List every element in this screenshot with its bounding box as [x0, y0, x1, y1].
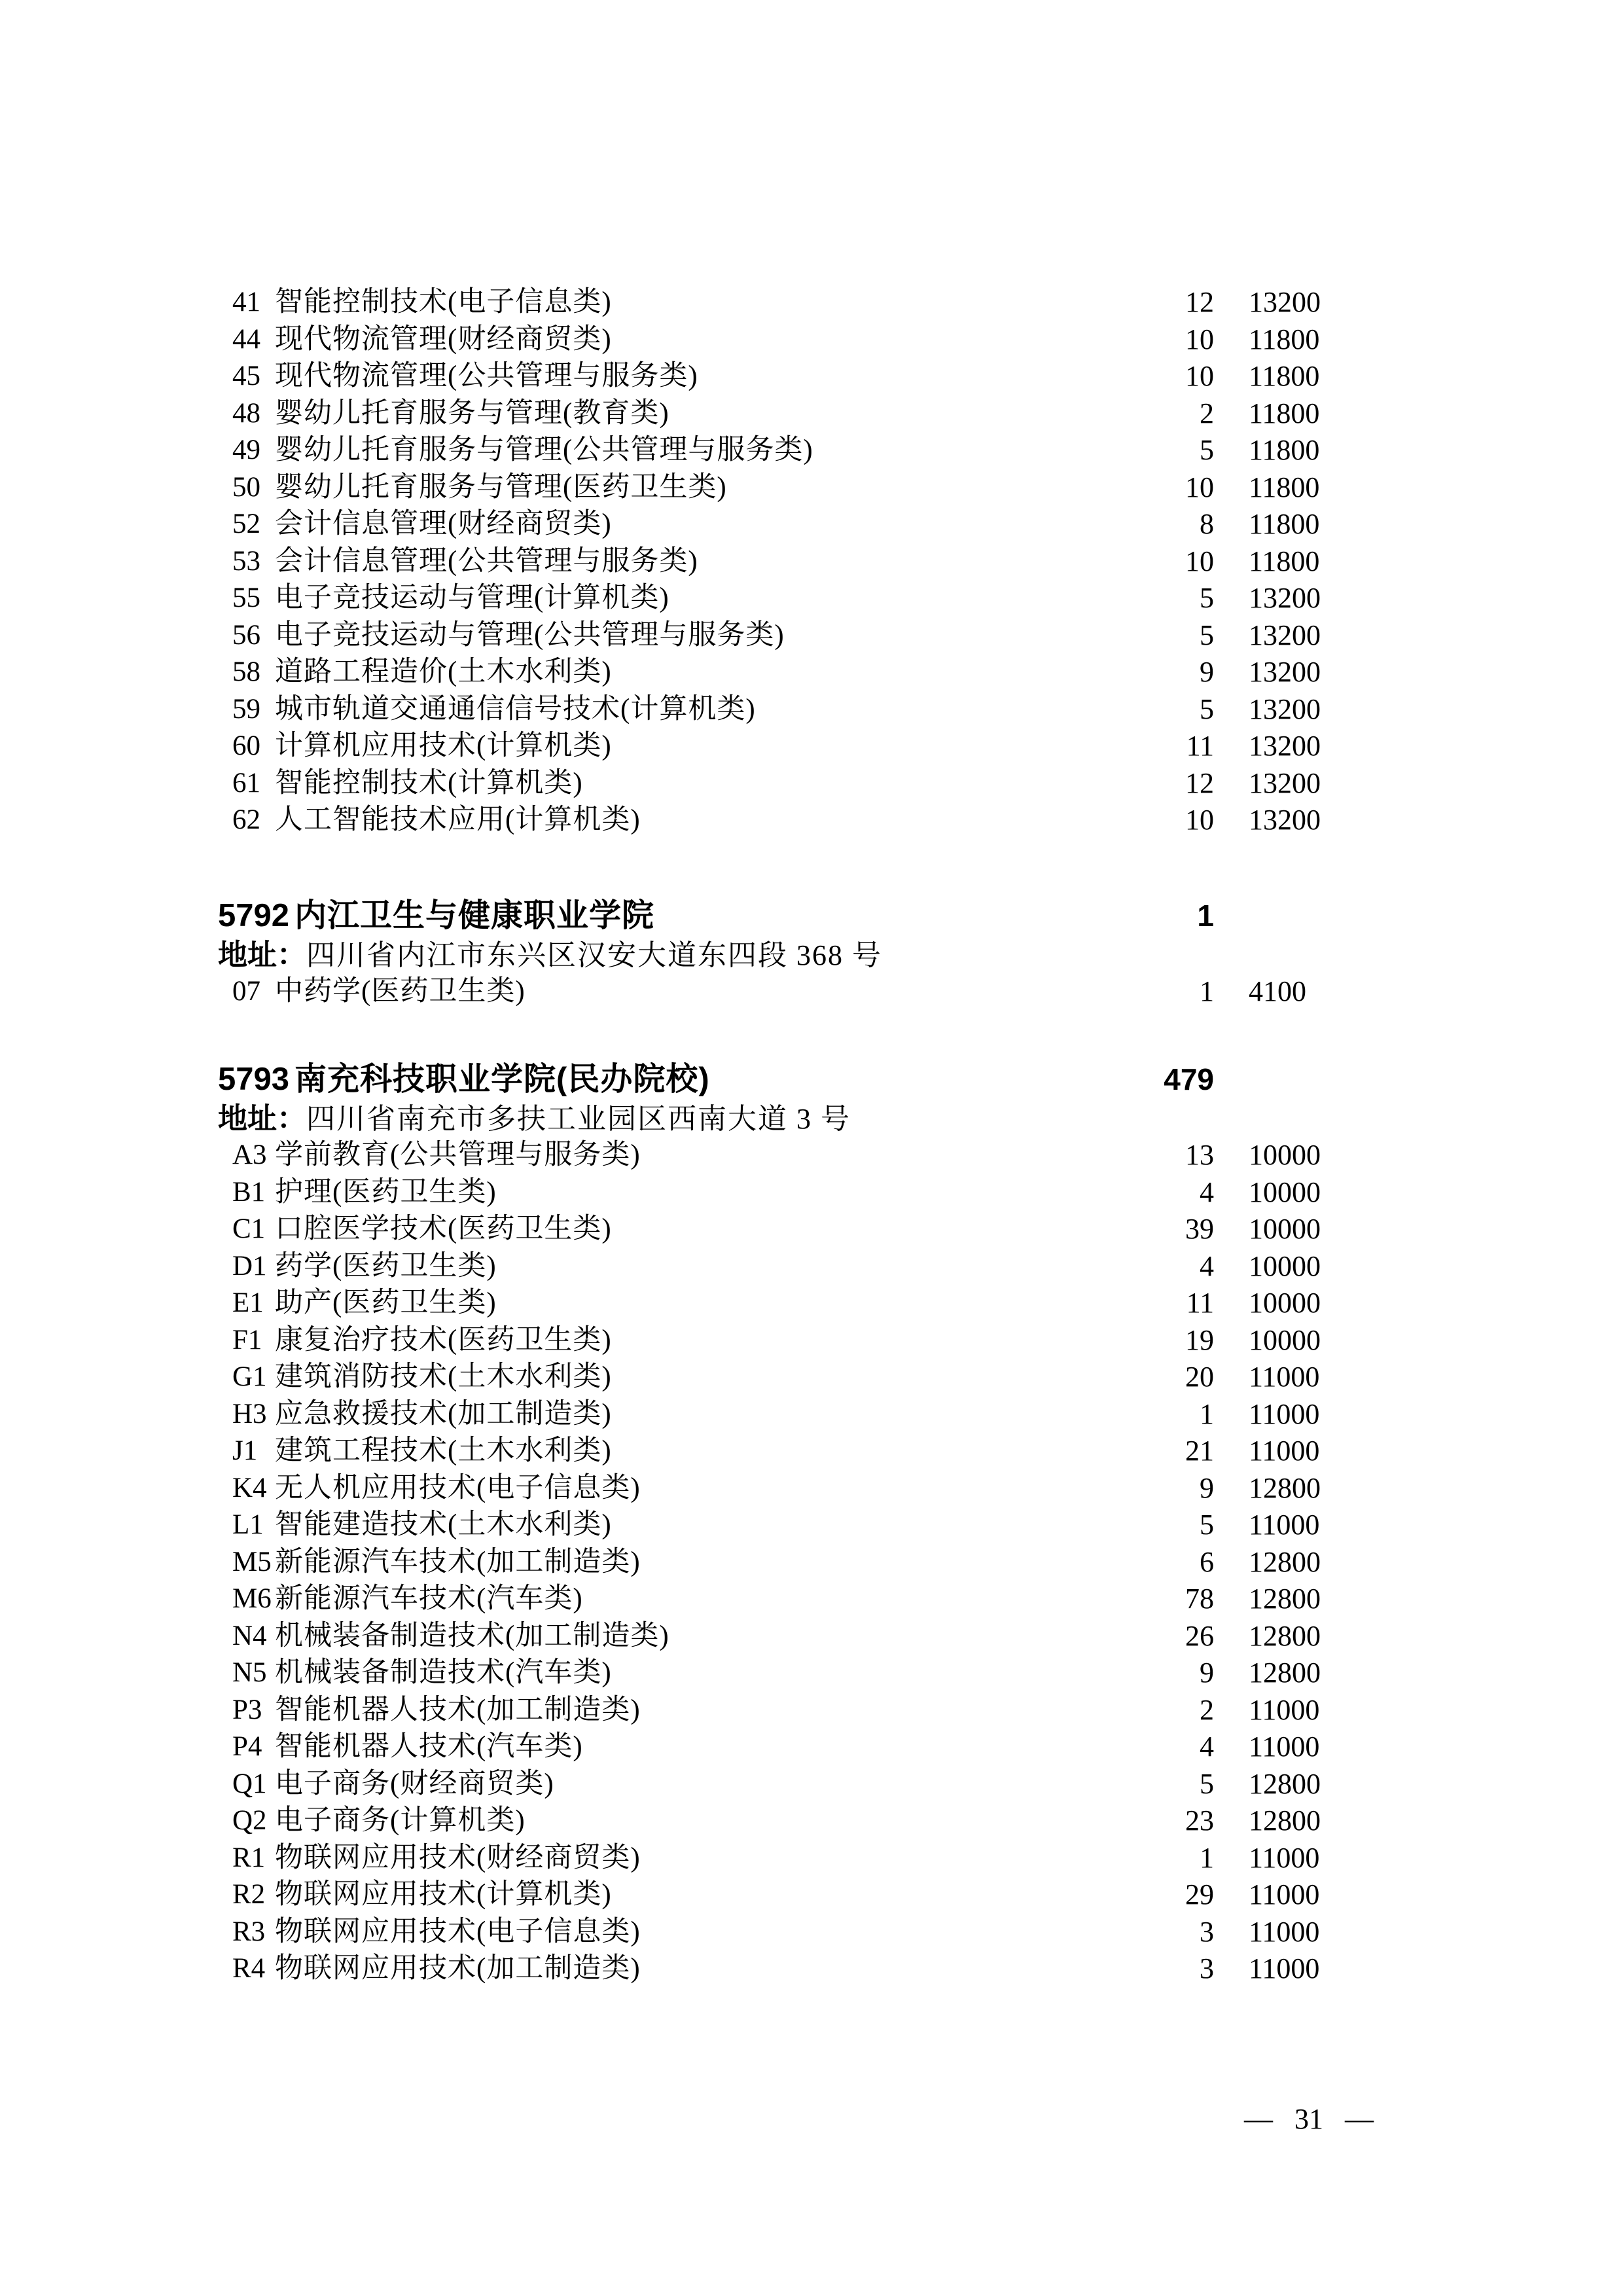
program-code: G1	[232, 1361, 267, 1392]
program-rows	[0, 1137, 1623, 1988]
program-code: N5	[232, 1657, 267, 1688]
plan-count: 5	[1200, 582, 1214, 614]
program-code: H3	[232, 1398, 267, 1429]
table-row	[0, 1174, 1623, 1211]
program-name: 学前教育(公共管理与服务类)	[275, 1139, 641, 1170]
table-row	[0, 469, 1623, 507]
program-code: B1	[232, 1176, 266, 1208]
plan-count: 2	[1200, 1693, 1214, 1726]
table-row	[0, 728, 1623, 765]
plan-count: 10	[1185, 471, 1214, 503]
plan-count: 10	[1185, 323, 1214, 355]
tuition-fee: 11800	[1249, 397, 1320, 429]
program-name: 智能控制技术(计算机类)	[275, 767, 583, 798]
table-row	[0, 1396, 1623, 1433]
tuition-fee: 11800	[1249, 323, 1320, 355]
table-row	[0, 1470, 1623, 1507]
table-row	[0, 691, 1623, 728]
program-code: Q2	[232, 1805, 267, 1836]
plan-count: 6	[1200, 1545, 1214, 1578]
tuition-fee: 11000	[1249, 1952, 1320, 1984]
program-name: 道路工程造价(土木水利类)	[275, 656, 612, 687]
tuition-fee: 11800	[1249, 471, 1320, 503]
program-rows	[0, 973, 1623, 1011]
plan-count: 21	[1185, 1435, 1214, 1467]
college-section-5793	[0, 1059, 1623, 1988]
program-code: J1	[232, 1435, 258, 1466]
tuition-fee: 13200	[1249, 730, 1321, 762]
program-code: D1	[232, 1250, 267, 1282]
program-code: F1	[232, 1324, 262, 1355]
program-code: 61	[232, 767, 260, 798]
tuition-fee: 11800	[1249, 434, 1320, 466]
program-code: N4	[232, 1620, 267, 1651]
program-code: 55	[232, 583, 260, 613]
tuition-fee: 11000	[1249, 1841, 1320, 1874]
plan-count: 4	[1200, 1249, 1214, 1282]
table-row	[0, 580, 1623, 617]
college-code: 5792	[218, 898, 290, 933]
table-row	[0, 1359, 1623, 1396]
program-code: 58	[232, 656, 260, 687]
address-line	[0, 1100, 1623, 1137]
table-row	[0, 284, 1623, 321]
program-code: E1	[232, 1287, 264, 1318]
tuition-fee: 10000	[1249, 1139, 1321, 1171]
program-code: 53	[232, 545, 260, 577]
tuition-fee: 11800	[1249, 360, 1320, 392]
tuition-fee: 13200	[1249, 804, 1321, 836]
tuition-fee: 13200	[1249, 692, 1321, 725]
program-code: A3	[232, 1139, 267, 1170]
plan-count: 5	[1200, 619, 1214, 651]
plan-count: 1	[1200, 1841, 1214, 1874]
plan-count: 9	[1200, 1657, 1214, 1689]
page-number: — 31 —	[1244, 2103, 1374, 2135]
plan-count: 19	[1185, 1323, 1214, 1356]
program-name: 物联网应用技术(财经商贸类)	[275, 1842, 641, 1873]
program-code: 45	[232, 361, 260, 391]
plan-count: 2	[1200, 397, 1214, 429]
program-code: 49	[232, 435, 260, 465]
table-row	[0, 321, 1623, 359]
tuition-fee: 11800	[1249, 545, 1320, 577]
program-name: 会计信息管理(公共管理与服务类)	[275, 545, 698, 577]
tuition-fee: 12800	[1249, 1767, 1321, 1800]
program-code: 59	[232, 693, 260, 725]
program-code: 52	[232, 509, 260, 539]
table-row	[0, 432, 1623, 469]
table-row	[0, 358, 1623, 395]
tuition-fee: 10000	[1249, 1323, 1321, 1356]
program-code: M6	[232, 1583, 272, 1614]
table-row	[0, 1655, 1623, 1692]
tuition-fee: 13200	[1249, 656, 1321, 688]
program-name: 机械装备制造技术(汽车类)	[275, 1657, 612, 1688]
tuition-fee: 10000	[1249, 1175, 1321, 1208]
plan-count: 4	[1200, 1175, 1214, 1208]
address-text: 四川省南充市多扶工业园区西南大道 3 号	[306, 1103, 851, 1135]
tuition-fee: 12800	[1249, 1657, 1321, 1689]
tuition-fee: 13200	[1249, 286, 1321, 318]
tuition-fee: 11000	[1249, 1915, 1320, 1948]
table-row	[0, 1914, 1623, 1951]
plan-count: 39	[1185, 1213, 1214, 1245]
plan-count: 3	[1200, 1915, 1214, 1948]
tuition-fee: 11000	[1249, 1878, 1320, 1910]
program-name: 智能机器人技术(汽车类)	[275, 1731, 583, 1762]
table-row	[0, 1876, 1623, 1914]
tuition-fee: 12800	[1249, 1471, 1321, 1504]
tuition-fee: 12800	[1249, 1619, 1321, 1652]
table-row	[0, 1137, 1623, 1174]
program-code: 60	[232, 730, 260, 761]
tuition-fee: 10000	[1249, 1287, 1321, 1319]
program-name: 智能机器人技术(加工制造类)	[275, 1694, 641, 1725]
table-row	[0, 1581, 1623, 1618]
table-row	[0, 1950, 1623, 1988]
plan-count: 1	[1200, 975, 1214, 1007]
plan-count: 10	[1185, 804, 1214, 836]
program-name: 智能控制技术(电子信息类)	[275, 287, 612, 317]
program-code: 44	[232, 323, 260, 355]
program-name: 电子商务(财经商贸类)	[275, 1768, 554, 1799]
college-code: 5793	[218, 1062, 290, 1097]
program-code: 62	[232, 804, 260, 835]
plan-count: 4	[1200, 1731, 1214, 1763]
program-code: P3	[232, 1694, 262, 1725]
program-code: L1	[232, 1509, 264, 1540]
plan-count: 12	[1185, 766, 1214, 799]
program-name: 应急救援技术(加工制造类)	[275, 1398, 612, 1429]
table-row	[0, 1433, 1623, 1470]
program-code: M5	[232, 1546, 272, 1577]
program-name: 物联网应用技术(加工制造类)	[275, 1953, 641, 1984]
program-code: R2	[232, 1879, 266, 1910]
tuition-fee: 11000	[1249, 1693, 1320, 1726]
college-section-5792	[0, 895, 1623, 1011]
table-row	[0, 1322, 1623, 1359]
plan-count: 13	[1185, 1139, 1214, 1171]
college-name: 内江卫生与健康职业学院	[294, 898, 655, 933]
address-line	[0, 936, 1623, 973]
tuition-fee: 12800	[1249, 1545, 1321, 1578]
program-name: 物联网应用技术(计算机类)	[275, 1879, 612, 1910]
tuition-fee: 13200	[1249, 766, 1321, 799]
program-code: C1	[232, 1213, 266, 1244]
program-code: R1	[232, 1842, 266, 1873]
program-name: 电子竞技运动与管理(计算机类)	[275, 583, 669, 613]
program-name: 会计信息管理(财经商贸类)	[275, 509, 612, 539]
table-row	[0, 395, 1623, 433]
program-name: 智能建造技术(土木水利类)	[275, 1509, 612, 1540]
college-plan-count: 479	[1164, 1062, 1214, 1096]
table-row	[0, 617, 1623, 655]
tuition-fee: 11000	[1249, 1731, 1320, 1763]
address-text: 四川省内江市东兴区汉安大道东四段 368 号	[306, 939, 883, 971]
table-row	[0, 1507, 1623, 1544]
program-name: 现代物流管理(公共管理与服务类)	[275, 361, 698, 391]
address-label: 地址：	[218, 1102, 307, 1135]
plan-count: 11	[1186, 730, 1214, 762]
table-row	[0, 802, 1623, 839]
college-plan-count: 1	[1197, 899, 1214, 933]
program-name: 婴幼儿托育服务与管理(医药卫生类)	[275, 471, 727, 503]
program-name: 助产(医药卫生类)	[275, 1287, 497, 1318]
plan-count: 1	[1200, 1397, 1214, 1430]
college-header	[0, 1059, 1623, 1100]
plan-count: 5	[1200, 1767, 1214, 1800]
program-code: 48	[232, 397, 260, 429]
table-row	[0, 1766, 1623, 1803]
tuition-fee: 11000	[1249, 1397, 1320, 1430]
tuition-fee: 4100	[1249, 975, 1306, 1007]
tuition-fee: 13200	[1249, 582, 1321, 614]
program-name: 电子商务(计算机类)	[275, 1805, 526, 1836]
program-code: R4	[232, 1953, 266, 1984]
program-name: 电子竞技运动与管理(公共管理与服务类)	[275, 619, 785, 651]
program-code: K4	[232, 1472, 267, 1503]
college-name: 南充科技职业学院(民办院校)	[294, 1062, 710, 1097]
table-row	[0, 1248, 1623, 1285]
plan-count: 20	[1185, 1361, 1214, 1393]
program-name: 现代物流管理(财经商贸类)	[275, 323, 612, 355]
program-name: 计算机应用技术(计算机类)	[275, 730, 612, 761]
program-name: 婴幼儿托育服务与管理(公共管理与服务类)	[275, 435, 813, 465]
plan-count: 9	[1200, 1471, 1214, 1504]
program-name: 机械装备制造技术(加工制造类)	[275, 1620, 669, 1651]
program-code: 07	[232, 976, 260, 1007]
plan-count: 26	[1185, 1619, 1214, 1652]
program-code: Q1	[232, 1768, 267, 1799]
plan-count: 5	[1200, 434, 1214, 466]
table-row	[0, 765, 1623, 802]
plan-count: 5	[1200, 1509, 1214, 1541]
table-row	[0, 654, 1623, 691]
college-header	[0, 895, 1623, 936]
table-row	[0, 1729, 1623, 1766]
program-name: 无人机应用技术(电子信息类)	[275, 1472, 641, 1503]
plan-count: 9	[1200, 656, 1214, 688]
program-name: 建筑工程技术(土木水利类)	[275, 1435, 612, 1466]
table-row	[0, 973, 1623, 1011]
program-code: 56	[232, 619, 260, 651]
program-name: 婴幼儿托育服务与管理(教育类)	[275, 397, 669, 429]
program-code: 41	[232, 287, 260, 317]
program-name: 中药学(医药卫生类)	[275, 976, 526, 1007]
program-name: 康复治疗技术(医药卫生类)	[275, 1324, 612, 1355]
program-code: 50	[232, 471, 260, 503]
tuition-fee: 12800	[1249, 1583, 1321, 1615]
tuition-fee: 11800	[1249, 508, 1320, 540]
plan-count: 78	[1185, 1583, 1214, 1615]
program-code: P4	[232, 1731, 262, 1762]
address-label: 地址：	[218, 938, 307, 971]
table-row	[0, 1618, 1623, 1655]
plan-count: 23	[1185, 1804, 1214, 1837]
program-name: 建筑消防技术(土木水利类)	[275, 1361, 612, 1392]
program-table-continuation	[0, 284, 1623, 839]
program-code: R3	[232, 1916, 266, 1947]
plan-count: 29	[1185, 1878, 1214, 1910]
table-row	[0, 1692, 1623, 1729]
program-name: 物联网应用技术(电子信息类)	[275, 1916, 641, 1947]
plan-count: 12	[1185, 286, 1214, 318]
table-row	[0, 1285, 1623, 1322]
table-row	[0, 1211, 1623, 1248]
table-row	[0, 1544, 1623, 1581]
table-row	[0, 543, 1623, 581]
program-name: 新能源汽车技术(加工制造类)	[275, 1546, 641, 1577]
tuition-fee: 12800	[1249, 1804, 1321, 1837]
table-row	[0, 506, 1623, 543]
program-name: 口腔医学技术(医药卫生类)	[275, 1213, 612, 1244]
plan-count: 8	[1200, 508, 1214, 540]
tuition-fee: 11000	[1249, 1361, 1320, 1393]
plan-count: 5	[1200, 692, 1214, 725]
program-name: 药学(医药卫生类)	[275, 1250, 497, 1282]
table-row	[0, 1840, 1623, 1877]
program-name: 城市轨道交通通信信号技术(计算机类)	[275, 693, 756, 725]
program-name: 护理(医药卫生类)	[275, 1176, 497, 1208]
program-name: 新能源汽车技术(汽车类)	[275, 1583, 583, 1614]
tuition-fee: 11000	[1249, 1509, 1320, 1541]
plan-count: 10	[1185, 360, 1214, 392]
table-row	[0, 1803, 1623, 1840]
program-name: 人工智能技术应用(计算机类)	[275, 804, 641, 835]
tuition-fee: 13200	[1249, 619, 1321, 651]
tuition-fee: 10000	[1249, 1213, 1321, 1245]
plan-count: 10	[1185, 545, 1214, 577]
tuition-fee: 11000	[1249, 1435, 1320, 1467]
tuition-fee: 10000	[1249, 1249, 1321, 1282]
program-rows	[0, 284, 1623, 839]
plan-count: 11	[1186, 1287, 1214, 1319]
plan-count: 3	[1200, 1952, 1214, 1984]
